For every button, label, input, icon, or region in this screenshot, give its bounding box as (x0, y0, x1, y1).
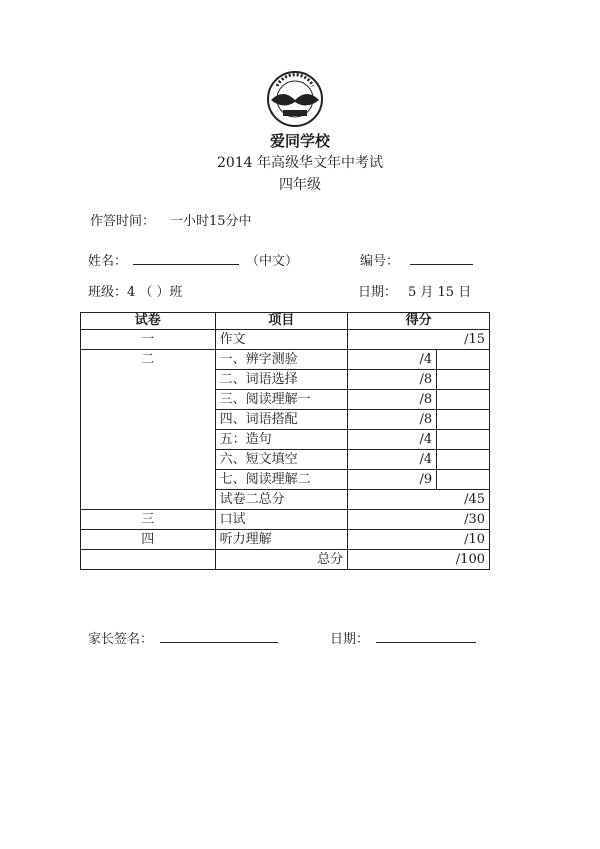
header-score: 得分 (348, 313, 490, 330)
item-cell: 四、词语搭配 (215, 410, 348, 430)
table-row (81, 430, 490, 450)
item-cell: 口试 (215, 510, 348, 530)
subscore-value: /4 (352, 450, 437, 469)
table-row (81, 350, 490, 370)
score-cell (348, 430, 490, 450)
table-row (81, 510, 490, 530)
paper-cell: 三 (81, 510, 216, 530)
grade-level: 四年级 (279, 177, 321, 193)
paper-cell (81, 450, 216, 470)
score-cell (348, 370, 490, 390)
score-cell: /10 (348, 530, 490, 550)
score-cell: /30 (348, 510, 490, 530)
item-cell: 一、辨字测验 (215, 350, 348, 370)
school-name: 爱同学校 (269, 132, 330, 150)
score-cell (348, 470, 490, 490)
subscore-value: /9 (352, 470, 437, 489)
subscore-value: /8 (352, 410, 437, 429)
table-row (81, 530, 490, 550)
header-paper: 试卷 (81, 313, 216, 330)
table-row (81, 390, 490, 410)
item-cell: 二、词语选择 (215, 370, 348, 390)
name-note: （中文） (246, 254, 299, 269)
table-row (81, 490, 490, 510)
paper-cell: 四 (81, 530, 216, 550)
paper-cell: 一 (81, 330, 216, 350)
score-cell (348, 410, 490, 430)
time-value: 一小时15分中 (170, 214, 252, 229)
parent-signature-label: 家长签名： (88, 632, 154, 647)
table-row (81, 550, 490, 570)
name-line[interactable] (133, 264, 239, 265)
paper-cell (81, 430, 216, 450)
item-cell: 总分 (215, 550, 348, 570)
table-header (81, 313, 490, 330)
item-cell: 三、阅读理解一 (215, 390, 348, 410)
paper-cell (81, 370, 216, 390)
subscore-value: /8 (352, 370, 437, 389)
score-cell: /15 (348, 330, 490, 350)
subscore-value: /4 (352, 350, 437, 369)
date-label: 日期： (358, 285, 398, 300)
footer-date-label: 日期： (330, 632, 370, 647)
table-row (81, 370, 490, 390)
paper-cell (81, 490, 216, 510)
table-row (81, 330, 490, 350)
date-value: 5 月 15 日 (408, 285, 472, 300)
paper-cell (81, 470, 216, 490)
table-row (81, 410, 490, 430)
number-line[interactable] (410, 264, 473, 265)
score-cell: /100 (348, 550, 490, 570)
item-cell: 作文 (215, 330, 348, 350)
name-label: 姓名： (88, 254, 128, 269)
score-cell (348, 390, 490, 410)
paper-cell (81, 550, 216, 570)
score-cell: /45 (348, 490, 490, 510)
exam-title: 2014 年高级华文年中考试 (216, 155, 384, 171)
time-label: 作答时间： (90, 214, 156, 229)
item-cell: 五：造句 (215, 430, 348, 450)
table-row (81, 450, 490, 470)
subscore-value: /4 (352, 430, 437, 449)
header-item: 项目 (215, 313, 348, 330)
score-cell (348, 350, 490, 370)
subscore-value: /8 (352, 390, 437, 409)
class-label: 班级：4 （ ）班 (88, 285, 183, 300)
number-label: 编号： (360, 254, 400, 269)
item-cell: 听力理解 (215, 530, 348, 550)
paper-cell: 二 (81, 350, 216, 370)
paper-cell (81, 390, 216, 410)
item-cell: 试卷二总分 (215, 490, 348, 510)
score-table (80, 312, 490, 570)
table-row (81, 470, 490, 490)
school-crest-logo (263, 70, 327, 128)
parent-signature-line[interactable] (160, 642, 278, 643)
paper-cell (81, 410, 216, 430)
item-cell: 七、阅读理解二 (215, 470, 348, 490)
footer-date-line[interactable] (376, 642, 476, 643)
item-cell: 六、短文填空 (215, 450, 348, 470)
score-cell (348, 450, 490, 470)
